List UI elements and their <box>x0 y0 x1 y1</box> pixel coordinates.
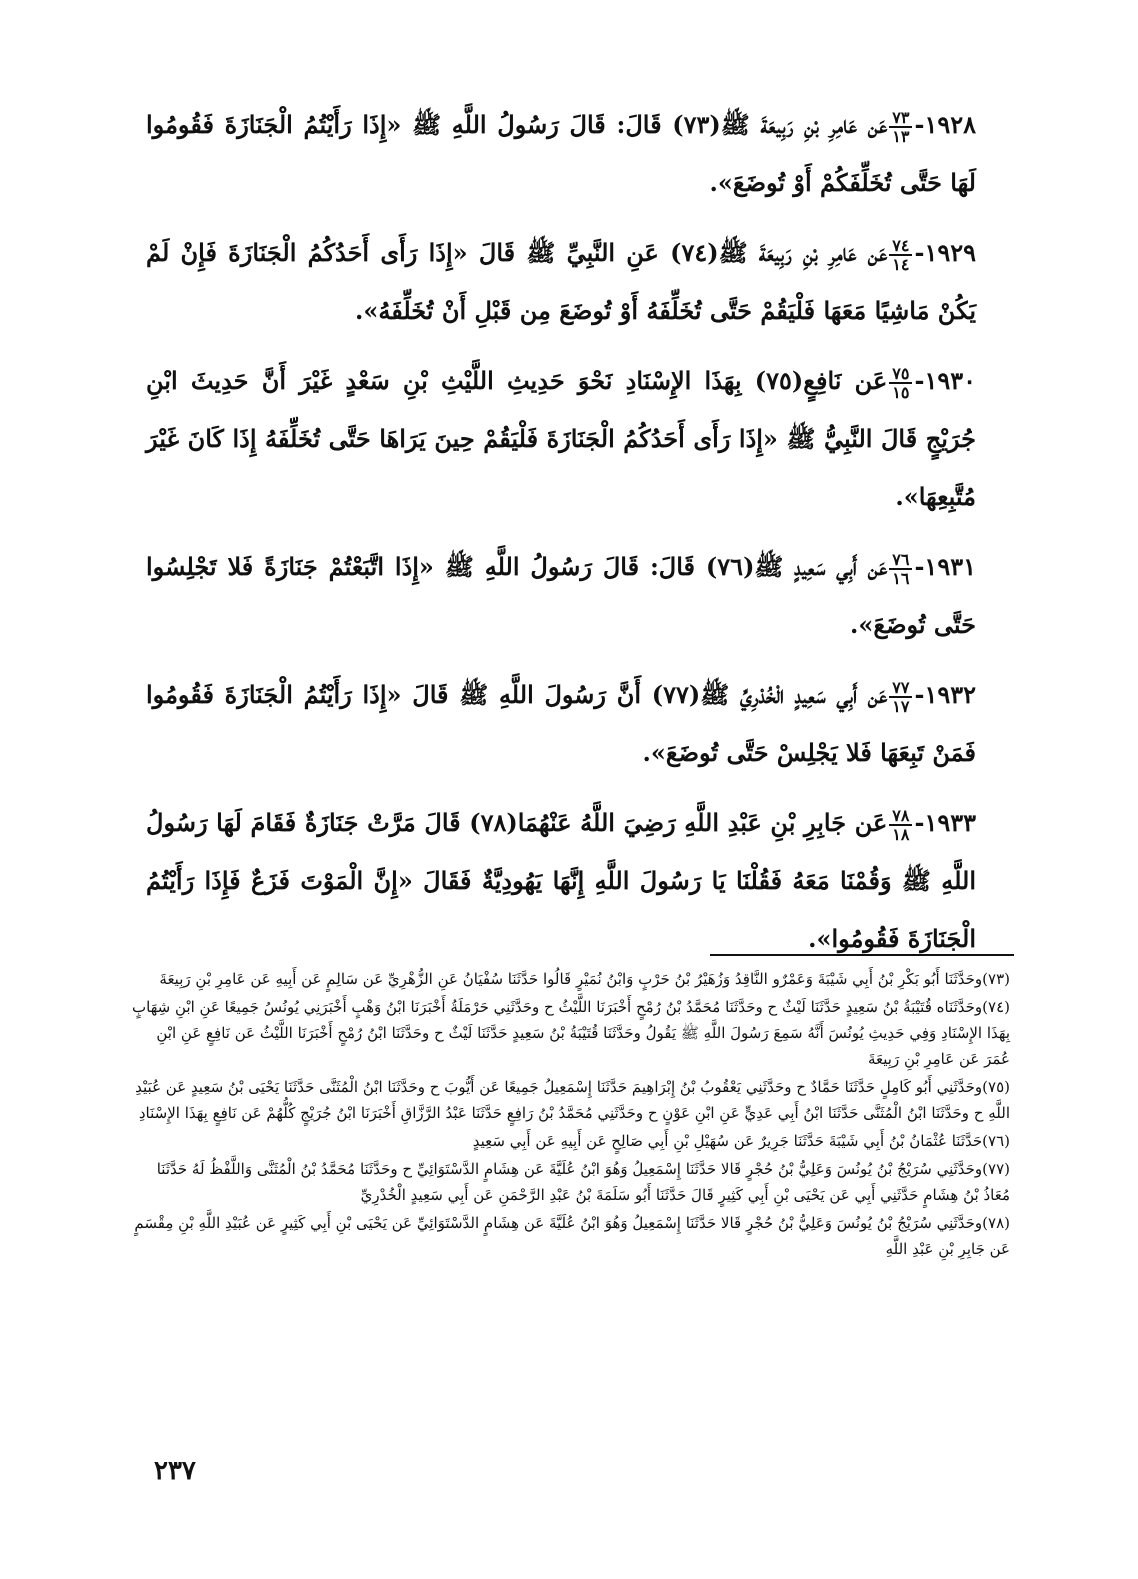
hadith-number: ١٩٢٩- <box>914 238 976 267</box>
hadith-text: عَن أَبِي سَعِيدٍ الْخُدْرِيِّ ﷺ(٧٧) أَنَّ رَسُولَ اللَّهِ ﷺ قَالَ «إِذَا رَأَيْتُمُ الْجَنَازَةَ فَقُومُوا فَمَنْ تَبِعَهَا فَلا يَجْلِسْ حَتَّى تُوضَعَ». <box>146 680 976 767</box>
hadith-fraction: $\frac{٧٤}{١٤}$ <box>889 237 912 273</box>
hadith-number: ١٩٣٠- <box>914 366 976 395</box>
footnote-73: (٧٣)وحَدَّثَنَا أَبُو بَكْرِ بْنُ أَبِي شَيْبَةَ وَعَمْرٌو النَّاقِدُ وَزُهَيْرُ بْنُ حَرْبٍ وَابْنُ نُمَيْرٍ قَالُوا حَدَّثَنَا سُفْيَانُ عَنِ الزُّهْرِيِّ عَن سَالِمٍ عَن أَبِيهِ عَن عَامِرِ بْنِ رَبِيعَةَ <box>159 970 1010 988</box>
hadith-number: ١٩٣٢- <box>914 680 976 709</box>
page-number: ٢٣٧ <box>154 1456 196 1486</box>
hadith-text: عَن عَامِرِ بْنِ رَبِيعَةَ ﷺ(٧٣) قَالَ: قَالَ رَسُولُ اللَّهِ ﷺ «إِذَا رَأَيْتُمُ الْجَنَازَةَ فَقُومُوا لَهَا حَتَّى تُخَلِّفَكُمْ أَوْ تُوضَعَ». <box>146 110 976 197</box>
hadith-number: ١٩٢٨- <box>914 110 976 139</box>
hadith-1931 <box>146 538 976 654</box>
hadith-fraction: $\frac{٧٣}{١٣}$ <box>889 109 912 145</box>
hadith-fraction: $\frac{٧٨}{١٨}$ <box>889 807 912 843</box>
hadith-1928 <box>146 96 976 212</box>
hadith-text: عَن أَبِي سَعِيدٍ ﷺ(٧٦) قَالَ: قَالَ رَسُولُ اللَّهِ ﷺ «إِذَا اتَّبَعْتُمْ جَنَازَةً فَلا تَجْلِسُوا حَتَّى تُوضَعَ». <box>146 552 976 639</box>
footnote-75: (٧٥)وحَدَّثَنِي أَبُو كَامِلٍ حَدَّثَنَا حَمَّادٌ ح وحَدَّثَنِي يَعْقُوبُ بْنُ إِبْرَاهِيمَ حَدَّثَنَا إِسْمَعِيلُ جَمِيعًا عَن أَيُّوبَ ح وحَدَّثَنَا ابْنُ الْمُثَنَّى حَدَّثَنَا يَحْيَى بْنُ سَعِيدٍ عَن عُبَيْدِ اللَّهِ ح وحَدَّثَنَا ابْنُ الْمُثَنَّى حَدَّثَنَا ابْنُ أَبِي عَدِيٍّ عَنِ ابْنِ عَوْنٍ ح وحَدَّثَنِي مُحَمَّدُ بْنُ رَافِعٍ حَدَّثَنَا عَبْدُ الرَّزَّاقِ أَخْبَرَنَا ابْنُ جُرَيْجٍ كُلُّهُمْ عَن نَافِعٍ بِهَذَا الإِسْنَادِ <box>135 1078 1010 1122</box>
hadith-1929 <box>146 224 976 340</box>
hadith-list <box>146 96 976 980</box>
footnote-76: (٧٦)حَدَّثَنَا عُثْمَانُ بْنُ أَبِي شَيْبَةَ حَدَّثَنَا جَرِيرٌ عَن سُهَيْلِ بْنِ أَبِي صَالِحٍ عَن أَبِيهِ عَن أَبِي سَعِيدٍ <box>472 1132 1010 1150</box>
hadith-1933 <box>146 794 976 968</box>
hadith-number: ١٩٣١- <box>914 552 976 581</box>
footnote-77: (٧٧)وحَدَّثَنِي سُرَيْجُ بْنُ يُونُسَ وَعَلِيُّ بْنُ حُجْرٍ قَالا حَدَّثَنَا إِسْمَعِيلُ وَهُوَ ابْنُ عُلَيَّةَ عَن هِشَامٍ الدَّسْتَوَائِيِّ ح وحَدَّثَنَا مُحَمَّدُ بْنُ الْمُثَنَّى وَاللَّفْظُ لَهُ حَدَّثَنَا مُعَاذُ بْنُ هِشَامٍ حَدَّثَنِي أَبِي عَن يَحْيَى بْنِ أَبِي كَثِيرٍ قَالَ حَدَّثَنَا أَبُو سَلَمَةَ بْنُ عَبْدِ الرَّحْمَنِ عَن أَبِي سَعِيدٍ الْخُدْرِيِّ <box>156 1160 1010 1204</box>
hadith-1932 <box>146 666 976 782</box>
footnote-74: (٧٤)وحَدَّثَنَاه قُتَيْبَةُ بْنُ سَعِيدٍ حَدَّثَنَا لَيْثٌ ح وحَدَّثَنَا مُحَمَّدُ بْنُ رُمْحٍ أَخْبَرَنَا اللَّيْثُ ح وحَدَّثَنِي حَرْمَلَةُ أَخْبَرَنَا ابْنُ وَهْبٍ أَخْبَرَنِي يُونُسُ جَمِيعًا عَنِ ابْنِ شِهَابٍ بِهَذَا الإِسْنَادِ وَفِي حَدِيثِ يُونُسَ أَنَّهُ سَمِعَ رَسُولَ اللَّهِ ﷺ يَقُولُ وحَدَّثَنَا قُتَيْبَةُ بْنُ سَعِيدٍ حَدَّثَنَا لَيْثٌ ح وحَدَّثَنَا ابْنُ رُمْحٍ أَخْبَرَنَا اللَّيْثُ عَن نَافِعٍ عَنِ ابْنِ عُمَرَ عَن عَامِرِ بْنِ رَبِيعَةَ <box>132 998 1010 1068</box>
hadith-fraction: $\frac{٧٦}{١٦}$ <box>889 551 912 587</box>
hadith-text: عَن نَافِعٍ(٧٥) بِهَذَا الإِسْنَادِ نَحْوَ حَدِيثِ اللَّيْثِ بْنِ سَعْدٍ غَيْرَ أَنَّ حَدِيثَ ابْنِ جُرَيْجٍ قَالَ النَّبِيُّ ﷺ «إِذَا رَأَى أَحَدُكُمُ الْجَنَازَةَ فَلْيَقُمْ حِينَ يَرَاهَا حَتَّى تُخَلِّفَهُ إِذَا كَانَ غَيْرَ مُتَّبِعِهَا». <box>146 366 976 511</box>
hadith-text: عَن جَابِرِ بْنِ عَبْدِ اللَّهِ رَضِيَ اللَّهُ عَنْهُمَا(٧٨) قَالَ مَرَّتْ جَنَازَةٌ فَقَامَ لَهَا رَسُولُ اللَّهِ ﷺ وَقُمْنَا مَعَهُ فَقُلْنَا يَا رَسُولَ اللَّهِ إِنَّهَا يَهُودِيَّةٌ فَقَالَ «إِنَّ الْمَوْتَ فَزَعٌ فَإِذَا رَأَيْتُمُ الْجَنَازَةَ فَقُومُوا». <box>146 808 976 953</box>
hadith-fraction: $\frac{٧٥}{١٥}$ <box>889 365 912 401</box>
hadith-text: عَن عَامِرِ بْنِ رَبِيعَةَ ﷺ(٧٤) عَنِ النَّبِيِّ ﷺ قَالَ «إِذَا رَأَى أَحَدُكُمُ الْجَنَازَةَ فَإِنْ لَمْ يَكُنْ مَاشِيًا مَعَهَا فَلْيَقُمْ حَتَّى تُخَلِّفَهُ أَوْ تُوضَعَ مِن قَبْلِ أَنْ تُخَلِّفَهُ». <box>146 238 976 325</box>
hadith-number: ١٩٣٣- <box>914 808 977 837</box>
footnote-78: (٧٨)وحَدَّثَنِي سُرَيْجُ بْنُ يُونُسَ وَعَلِيُّ بْنُ حُجْرٍ قَالا حَدَّثَنَا إِسْمَعِيلُ وَهُوَ ابْنُ عُلَيَّةَ عَن هِشَامٍ الدَّسْتَوَائِيِّ عَن يَحْيَى بْنِ أَبِي كَثِيرٍ عَن عُبَيْدِ اللَّهِ بْنِ مِقْسَمٍ عَن جَابِرِ بْنِ عَبْدِ اللَّهِ <box>134 1214 1010 1258</box>
footnotes <box>130 966 1010 1264</box>
footnote-divider <box>710 954 1014 956</box>
hadith-fraction: $\frac{٧٧}{١٧}$ <box>889 679 912 715</box>
hadith-1930 <box>146 352 976 526</box>
